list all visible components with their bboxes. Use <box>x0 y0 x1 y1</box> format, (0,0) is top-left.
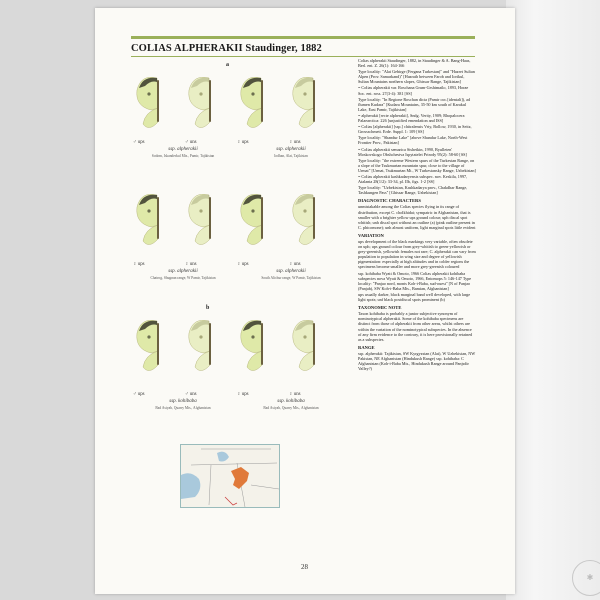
specimen-sex-label: ♀ ups <box>237 392 249 397</box>
synonymy-entry: Type locality: "Alai Gebirge (Fergana Turkestan)" and "Hazret Sultan Alpen (Prov. Samarkand)" [Hazrath between Farob and Iorikul, Sultan Mountains northern slopes, Ghissar Range, Tajikistan] <box>358 69 475 85</box>
specimen-locality: South Alichur range, W Pamir, Tajikistan <box>261 276 321 280</box>
specimen-plate <box>131 315 347 389</box>
butterfly-specimen-image <box>133 315 183 377</box>
specimen-sex-label: ♀ ups <box>133 262 145 267</box>
synonymy-entry: = Colias alpherakii var. Roschana Grum-Grshimailo, 1893, Horae Soc. ent. ross. 27(3-4): 381 [SS] <box>358 85 469 96</box>
synonymy-entry: Type locality: "In Regione Roschan dicta (Pamir occ.[identali]), ad flumen Kudara" [Kudara Mountains, 35-50 km south of Karakul Lake, East Pamir, Tajikistan] <box>358 96 471 112</box>
taxonomic-note-heading: TAXONOMIC NOTE <box>358 305 402 311</box>
synonymy-entry: = Colias alpherakii semarica Stshetkin, 1990, Byulleten' Moskovskogo Obshchestva Ispytatelei Prirody 95(2): 58-60 [SS] <box>358 146 467 157</box>
kohibaba-description: ups usually darker, black marginal band well developed, with large light spots; unf black postdiscal spots prominent (b) <box>358 291 471 303</box>
synonymy-entry: Colias alpherakii Staudinger, 1882, in Staudinger & A. Bang-Haas, Berl. ent. Z. 26(1): 164-166 <box>358 58 471 69</box>
butterfly-specimen-image <box>185 315 235 377</box>
specimen-sex-label: ♂ ups <box>133 140 145 145</box>
subspecies-name: ssp. alpherakii <box>276 147 306 152</box>
specimen-locality: Sodom, Iskanderkul Mts., Pamir, Tajikistan <box>151 154 215 158</box>
synonymy-entry: = Colias alpherakii kashkadaryensis subspec. nov. Keskila, 1997, Atalanta 28(1/2): 33-34, pl. IIb, figs. 1-2 [SS] <box>358 173 468 185</box>
synonymy-entry: = Colias [alpherakii] [ssp.] chitralensis Vrty, Bollow, 1930, in Seitz, Grossschmett. Erde. Suppl. 1: 109 [SS] <box>358 124 472 135</box>
synonymy-entry: Type locality: "the extreme Western spurs of the Turkestan Range, on a slope of the Tsukmurtan mountain spur, close to the village of Urmat" [Urmat, Tsukmurtan Mt., W Turkestansky Range, Uzbekistan] <box>358 157 476 173</box>
page-title: COLIAS ALPHERAKII Staudinger, 1882 <box>131 43 322 54</box>
specimen-sex-label: ♀ ups <box>237 140 249 145</box>
butterfly-specimen-image <box>237 189 287 251</box>
butterfly-specimen-image <box>133 189 183 251</box>
specimen-locality: Chatrog, Shugnan range, W Pamir, Tajikistan <box>150 276 216 280</box>
figure-letter: b <box>206 305 210 311</box>
butterfly-specimen-image <box>185 189 235 251</box>
butterfly-specimen-image <box>133 72 183 134</box>
distribution-map <box>180 444 280 508</box>
specimen-sex-label: ♂ ups <box>133 392 145 397</box>
butterfly-specimen-image <box>289 72 339 134</box>
subspecies-name: ssp. kohibaba <box>277 399 305 404</box>
figure-letter: a <box>226 62 229 68</box>
library-stamp-icon: ✱ <box>572 560 600 596</box>
specimen-sex-label: ♀ uns <box>289 140 301 145</box>
specimen-sex-label: ♀ uns <box>289 262 301 267</box>
variation-text: ups development of the black markings very variable, often obsolete on uph; ups ground colour from grey-whitish to green-yellowish or grey-greenish, yellowish females not rare; C. alpherakii can vary from population to population in wing size and degree of yellowish pigmentation: especially at high altitudes and in colder regions the specimens become smaller and more grey-greenish coloured <box>358 239 476 270</box>
diagnostic-heading: DIAGNOSTIC CHARACTERS <box>358 198 421 204</box>
map-graphic <box>181 445 279 507</box>
range-heading: RANGE <box>358 344 375 350</box>
subspecies-name: ssp. kohibaba <box>169 399 197 404</box>
species-text-column <box>358 58 476 372</box>
kohibaba-text: ssp. kohibaba Wyatt & Omoto, 1966 Colias alpherakii kohibaba subspecies nova Wyatt & Omoto, 1966, Entomops 5: 146-147 Type locality: "Panjao nord, monts Koh-i-Baba, sud-ouest" [N of Panjao (Panjab), SW Koh-i-Baba Mts., Bamian, Afghanistan] <box>358 270 472 291</box>
subspecies-name: ssp. alpherakii <box>168 147 198 152</box>
specimen-locality: Iodhan, Alai, Tajikistan <box>274 154 308 158</box>
butterfly-specimen-image <box>237 72 287 134</box>
specimen-sex-label: ♀ uns <box>185 262 197 267</box>
specimen-sex-label: ♂ uns <box>185 140 197 145</box>
specimen-plate <box>131 189 347 263</box>
specimen-locality: Bad Asiyab, Quarry Mts., Afghanistan <box>263 406 319 410</box>
butterfly-specimen-image <box>185 72 235 134</box>
butterfly-specimen-image <box>289 189 339 251</box>
variation-heading: VARIATION <box>358 232 384 238</box>
butterfly-specimen-image <box>237 315 287 377</box>
range-text: ssp. alpherakii: Tajikistan, SW Kyrgyzstan (Alai), W Uzbekistan, NW Pakistan, NE Afghanistan (Hindukush Range) ssp. kohibaba: C Afghanistan (Koh-i-Baba Mts., Hindukush Range around Panjsdir Valley?) <box>358 350 476 372</box>
book-spine <box>506 0 600 600</box>
synonymy-entry: Type locality: "Shandur Lake" [above Shandur Lake, North-West Frontier Prov., Pakistan] <box>358 135 468 146</box>
butterfly-specimen-image <box>289 315 339 377</box>
specimen-plate <box>131 72 347 146</box>
synonymy-entry: = alpherakii [recte alpherakii], Sndg. Verity, 1909; Rhopalocera Palaearctica: 226 [unjustified emendation and ISS] <box>358 112 465 124</box>
subspecies-name: ssp. alpherakii <box>168 269 198 274</box>
synonymy-entry: Type locality: "Uzbekistan, Kashkadarya prov., Chakdhar Range, Tashkungen Pass" [Ghissar Range, Uzbekistan] <box>358 185 468 196</box>
subspecies-name: ssp. alpherakii <box>276 269 306 274</box>
specimen-locality: Bad Asiyab, Quarry Mts., Afghanistan <box>155 406 211 410</box>
header-rule <box>131 36 475 39</box>
taxonomic-note-text: Taxon kohibaba is probably a junior subjective synonym of nominotypical alpherakii. Some of the kohibaba specimens are distinct from those of alpherakii from other areas, whilst others are within the variation of the nominotypical subspecies. In the absence of any firm evidence to the contrary, it is here provisionally retained as a subspecies. <box>358 311 473 342</box>
specimen-sex-label: ♀ uns <box>289 392 301 397</box>
title-rule <box>131 56 475 57</box>
diagnostic-text: unmistakable among the Colias species flying in its range of distribution, except C. cholkhidai; sympatric in Afghanistan, that is smaller with a brighter yellow ups ground colour; uph discal spot whitish; unh discal spot without an outline (a) (pink outline present in C. phicomone); unh almost uniform, light marginal spots little evident <box>358 204 476 230</box>
synonymy-block <box>358 58 476 195</box>
specimen-sex-label: ♀ ups <box>237 262 249 267</box>
page-number: 28 <box>301 563 308 571</box>
specimen-sex-label: ♂ uns <box>185 392 197 397</box>
